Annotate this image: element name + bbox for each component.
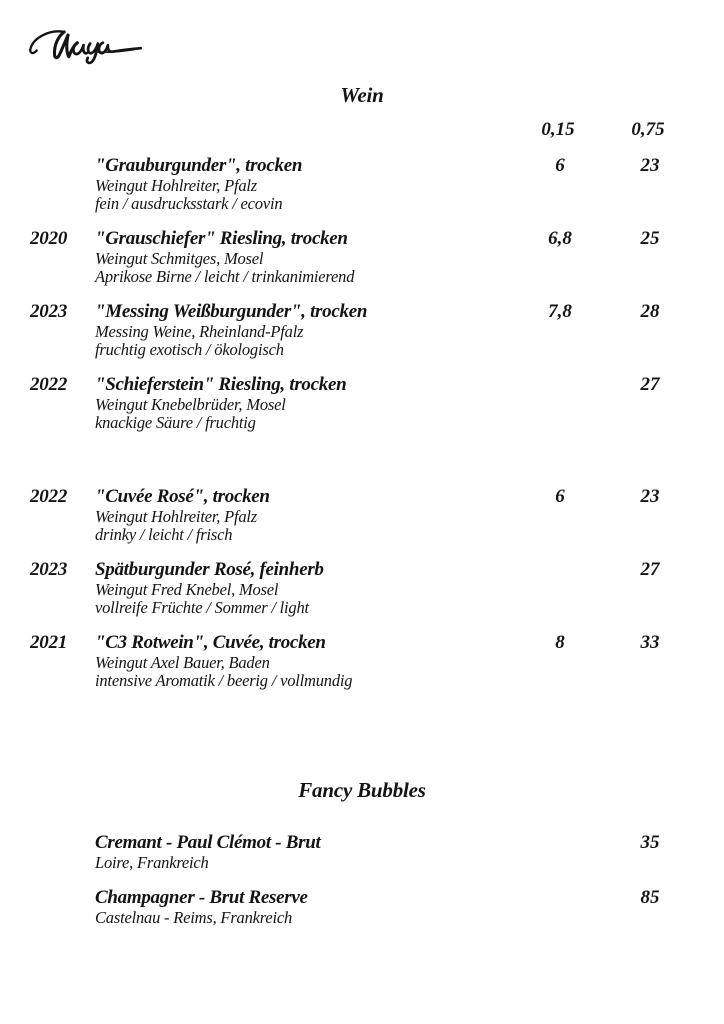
- wine-price-small-glass: 7,8: [548, 301, 572, 322]
- wine-tasting-notes: drinky / leicht / frisch: [95, 525, 233, 544]
- wine-tasting-notes: fein / ausdrucksstark / ecovin: [95, 194, 283, 213]
- wine-name: Spätburgunder Rosé, feinherb: [95, 559, 324, 580]
- wine-producer: Messing Weine, Rheinland-Pfalz: [95, 322, 304, 341]
- wine-producer: Weingut Hohlreiter, Pfalz: [95, 176, 257, 195]
- wine-tasting-notes: intensive Aromatik / beerig / vollmundig: [95, 671, 353, 690]
- wine-tasting-notes: knackige Säure / fruchtig: [95, 413, 256, 432]
- wine-vintage: 2022: [30, 486, 68, 507]
- wine-producer: Weingut Fred Knebel, Mosel: [95, 580, 279, 599]
- wine-price-bottle: 35: [640, 832, 660, 853]
- wine-vintage: 2021: [30, 632, 68, 653]
- wine-price-bottle: 23: [640, 155, 660, 176]
- wine-producer: Loire, Frankreich: [95, 853, 209, 872]
- wine-details: [95, 559, 525, 617]
- wine-price-bottle: 33: [640, 632, 660, 653]
- wine-row: [30, 301, 685, 359]
- wine-price-bottle: 27: [640, 374, 660, 395]
- wine-list: [30, 155, 685, 705]
- wine-price-bottle: 27: [640, 559, 660, 580]
- wine-producer: Weingut Axel Bauer, Baden: [95, 653, 270, 672]
- wine-row: [30, 155, 685, 213]
- rose-red-wine-group: [30, 486, 685, 690]
- bubbles-section-title: Fancy Bubbles: [298, 778, 426, 802]
- waya-signature-icon: [27, 24, 147, 72]
- wine-price-small-glass: 6,8: [548, 228, 572, 249]
- column-header-bottle: 0,75: [631, 119, 665, 140]
- wine-vintage: 2022: [30, 374, 68, 395]
- wine-row: [30, 374, 685, 432]
- wine-producer: Weingut Schmitges, Mosel: [95, 249, 264, 268]
- wine-tasting-notes: fruchtig exotisch / ökologisch: [95, 340, 284, 359]
- wine-name: Champagner - Brut Reserve: [95, 887, 308, 908]
- wine-price-small-glass: 6: [555, 486, 565, 507]
- wine-name: "Grauburgunder", trocken: [95, 155, 303, 176]
- wine-name: "Grauschiefer" Riesling, trocken: [95, 228, 348, 249]
- wine-details: [95, 374, 525, 432]
- wine-producer: Weingut Knebelbrüder, Mosel: [95, 395, 286, 414]
- wine-details: [95, 155, 525, 213]
- wine-price-small-glass: 6: [555, 155, 565, 176]
- wine-tasting-notes: Aprikose Birne / leicht / trinkanimierend: [95, 267, 355, 286]
- wine-price-bottle: 85: [640, 887, 660, 908]
- wine-price-bottle: 28: [640, 301, 660, 322]
- column-header-small-glass: 0,15: [541, 119, 575, 140]
- wine-row: [30, 559, 685, 617]
- wine-tasting-notes: vollreife Früchte / Sommer / light: [95, 598, 309, 617]
- wine-details: [95, 832, 525, 872]
- wine-name: "C3 Rotwein", Cuvée, trocken: [95, 632, 326, 653]
- wine-price-bottle: 25: [640, 228, 660, 249]
- white-wine-group: [30, 155, 685, 432]
- wine-price-bottle: 23: [640, 486, 660, 507]
- bubbles-row: [30, 887, 685, 927]
- wine-section-title: Wein: [340, 83, 384, 107]
- wine-name: "Cuvée Rosé", trocken: [95, 486, 270, 507]
- wine-name: "Schieferstein" Riesling, trocken: [95, 374, 347, 395]
- waya-logo: [27, 24, 147, 72]
- wine-producer: Castelnau - Reims, Frankreich: [95, 908, 293, 927]
- wine-details: [95, 887, 525, 927]
- wine-vintage: 2020: [30, 228, 68, 249]
- wine-row: [30, 228, 685, 286]
- wine-row: [30, 632, 685, 690]
- price-column-headers: [0, 119, 724, 143]
- bubbles-row: [30, 832, 685, 872]
- wine-price-small-glass: 8: [555, 632, 565, 653]
- wine-vintage: 2023: [30, 301, 68, 322]
- wine-details: [95, 632, 525, 690]
- wine-details: [95, 301, 525, 359]
- bubbles-list: [30, 832, 685, 942]
- wine-vintage: 2023: [30, 559, 68, 580]
- wine-name: Cremant - Paul Clémot - Brut: [95, 832, 321, 853]
- wine-details: [95, 228, 525, 286]
- wine-producer: Weingut Hohlreiter, Pfalz: [95, 507, 257, 526]
- wine-name: "Messing Weißburgunder", trocken: [95, 301, 368, 322]
- wine-row: [30, 486, 685, 544]
- wine-details: [95, 486, 525, 544]
